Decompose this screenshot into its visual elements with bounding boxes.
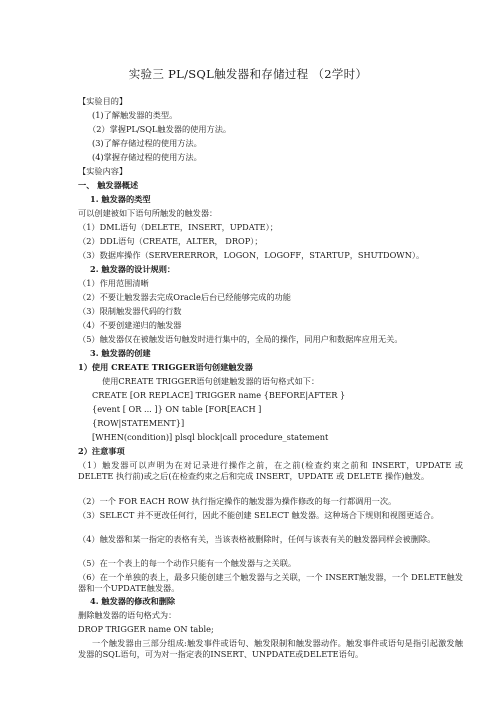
section-heading-objectives: 【实验目的】 xyxy=(78,96,128,106)
heading-modify-delete: 4. 触发器的修改和删除 xyxy=(90,596,176,606)
document-title: 实验三 PL/SQL触发器和存储过程 （2学时） xyxy=(128,67,368,81)
code-line: {ROW|STATEMENT}] xyxy=(92,418,185,428)
note-paragraph: （6）在一个单独的表上，最多只能创建三个触发器与之关联，一个 INSERT触发器，一个 DELETE触发器和一个UPDATE触发器。 xyxy=(78,572,463,593)
note-paragraph: （4）触发器和某一指定的表格有关，当该表格被删除时，任何与该表有关的触发器同样会被删除。 xyxy=(78,534,436,544)
paragraph: 一个触发器由三部分组成:触发事件或语句、触发限制和触发器动作。触发事件或语句是指引起激发触发器的SQL语句，可为对一指定表的INSERT、UNPDATE或DELETE语句。 xyxy=(78,638,463,659)
list-item: （1）DML语句（DELETE，INSERT，UPDATE）； xyxy=(78,222,278,232)
list-item: （2）不要让触发器去完成Oracle后台已经能够完成的功能 xyxy=(78,292,291,302)
paragraph: 删除触发器的语句格式为： xyxy=(78,610,177,620)
code-line: DROP TRIGGER name ON table; xyxy=(78,624,214,634)
subheading-notes: 2）注意事项 xyxy=(78,446,125,456)
objective-item: (1)了解触发器的类型。 xyxy=(92,110,178,120)
list-item: （2）DDL语句（CREATE，ALTER， DROP）； xyxy=(78,236,263,246)
heading-trigger-creation: 3. 触发器的创建 xyxy=(90,348,151,358)
subheading-create-trigger: 1）使用 CREATE TRIGGER语句创建触发器 xyxy=(78,362,253,372)
note-paragraph: （2）一个 FOR EACH ROW 执行指定操作的触发器为操作修改的每一行都调用一次。 xyxy=(78,496,397,506)
section-heading-content: 【实验内容】 xyxy=(78,166,128,176)
note-paragraph: （5）在一个表上的每一个动作只能有一个触发器与之关联。 xyxy=(78,558,297,568)
list-item: （1）作用范围清晰 xyxy=(78,278,149,288)
list-item: （4）不要创建递归的触发器 xyxy=(78,320,182,330)
code-line: CREATE [OR REPLACE] TRIGGER name {BEFORE|AFTER } xyxy=(92,390,346,400)
code-line: [WHEN(condition)] plsql block|call procedure_statement xyxy=(92,432,329,442)
note-paragraph: （3）SELECT 并不更改任何行，因此不能创建 SELECT 触发器。这种场合下规则和视图更适合。 xyxy=(78,510,439,520)
objective-item: （2）掌握PL/SQL触发器的使用方法。 xyxy=(88,124,232,134)
objective-item: (4)掌握存储过程的使用方法。 xyxy=(92,152,202,162)
heading-overview: 一、 触发器概述 xyxy=(78,180,139,190)
list-item: （5）触发器仅在被触发语句触发时进行集中的，全局的操作，同用户和数据库应用无关。 xyxy=(78,334,403,344)
list-item: （3）数据库操作（SERVERERROR，LOGON，LOGOFF，STARTUP，SHUTDOWN）。 xyxy=(78,250,425,260)
list-item: （3）限制触发器代码的行数 xyxy=(78,306,182,316)
heading-design-rules: 2. 触发器的设计规则： xyxy=(90,264,176,274)
heading-trigger-types: 1. 触发器的类型 xyxy=(90,194,151,204)
paragraph: 使用CREATE TRIGGER语句创建触发器的语句格式如下： xyxy=(102,376,320,386)
paragraph: 可以创建被如下语句所触发的触发器： xyxy=(78,208,218,218)
objective-item: (3)了解存储过程的使用方法。 xyxy=(92,138,202,148)
note-paragraph: （1）触发器可以声明为在对记录进行操作之前，在之前(检查约束之前和 INSERT，UPDATE 或 DELETE 执行前)或之后(在检查约束之后和完成 INSERT，UPDATE 或 DELETE 操作)触发。 xyxy=(78,460,463,481)
code-line: {event [ OR ... ]} ON table [FOR[EACH ] xyxy=(92,404,262,414)
